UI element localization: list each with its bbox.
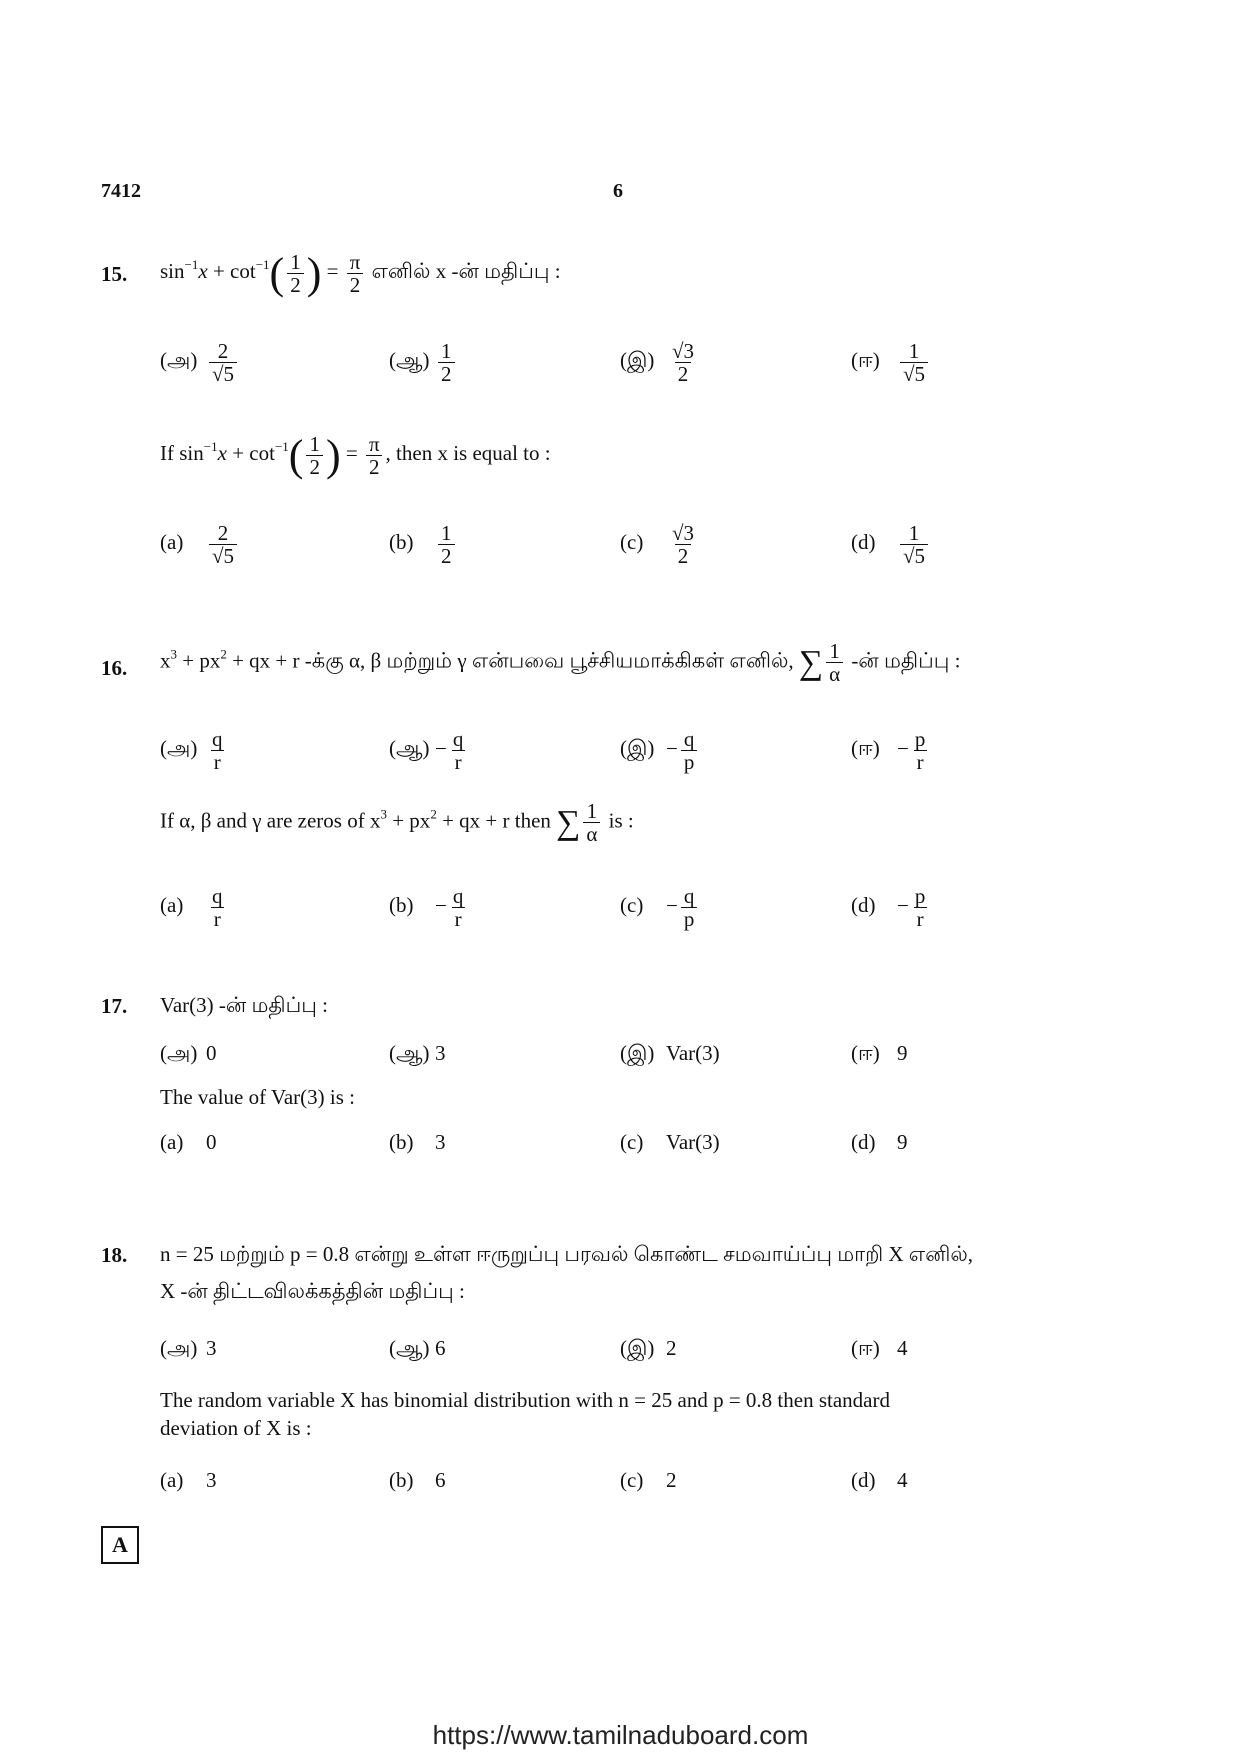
option-a: (a) $\frac{q}{r}$ [160, 884, 223, 932]
option-b: (b) $\frac{1}{2}$ [389, 522, 458, 567]
option-a: (a) 0 [160, 1130, 217, 1154]
option-a-tamil: (அ) $\frac{2}{√5}$ [160, 340, 240, 385]
question-18-english-line2: deviation of X is : [160, 1416, 312, 1440]
option-d: (d) − $\frac{p}{r}$ [851, 884, 926, 932]
option-a-tamil: (அ) 0 [160, 1041, 217, 1065]
option-c: (c) $\frac{√3}{2}$ [620, 521, 695, 569]
tamil-text: எனில் x -ன் மதிப்பு : [371, 259, 561, 283]
question-number: 15. [101, 262, 128, 286]
option-b-tamil: (ஆ) 6 [389, 1336, 446, 1360]
option-a-tamil: (அ) 3 [160, 1336, 217, 1360]
option-b-tamil: (ஆ) $\frac{1}{2}$ [389, 340, 458, 385]
question-number: 16. [101, 656, 128, 680]
option-a: (a) $\frac{2}{√5}$ [160, 522, 240, 567]
question-number: 18. [101, 1243, 128, 1267]
question-16-english: If α, β and γ are zeros of $x^3 + px^2$ + qx + r then ∑ $\frac{1}{\alpha}$ is : [160, 799, 634, 847]
option-d: (d) 4 [851, 1468, 908, 1492]
option-d: (d) $\frac{1}{√5}$ [851, 522, 931, 567]
option-d-tamil: (ஈ) − $\frac{p}{r}$ [851, 727, 926, 775]
option-b: (b) 6 [389, 1468, 446, 1492]
option-a-tamil: (அ) $\frac{q}{r}$ [160, 727, 223, 775]
option-c-tamil: (இ) − $\frac{q}{p}$ [620, 728, 700, 773]
option-c: (c) − $\frac{q}{p}$ [620, 885, 700, 930]
footer-url[interactable]: https://www.tamilnaduboard.com [432, 1720, 809, 1750]
option-c: (c) Var(3) [620, 1130, 720, 1154]
question-17-tamil: Var(3) -ன் மதிப்பு : [160, 993, 328, 1017]
question-16-tamil: $x^3 + px^2$ + qx + r -க்கு α, β மற்றும் γ என்பவை பூச்சியமாக்கிகள் எனில், ∑ $\frac{1}{\alpha}$ -ன் மதிப்பு : [160, 639, 961, 687]
option-b: (b) 3 [389, 1130, 446, 1154]
question-number: 17. [101, 994, 128, 1018]
question-18-tamil-line2: X -ன் திட்டவிலக்கத்தின் மதிப்பு : [160, 1279, 465, 1303]
version-box: A [101, 1526, 139, 1564]
question-15-english: If $\sin^{-1}x + \cot^{-1}$( $\frac{1}{2}$ ) = $\frac{\pi}{2}$ , then x is equal to : [160, 431, 551, 480]
option-d: (d) 9 [851, 1130, 908, 1154]
option-b-tamil: (ஆ) 3 [389, 1041, 446, 1065]
option-d-tamil: (ஈ) $\frac{1}{√5}$ [851, 340, 931, 385]
paper-code: 7412 [101, 180, 141, 202]
option-c-tamil: (இ) Var(3) [620, 1041, 720, 1065]
option-c: (c) 2 [620, 1468, 677, 1492]
option-d-tamil: (ஈ) 4 [851, 1336, 908, 1360]
option-d-tamil: (ஈ) 9 [851, 1041, 908, 1065]
question-17-english: The value of Var(3) is : [160, 1085, 355, 1109]
option-c-tamil: (இ) 2 [620, 1336, 677, 1360]
question-18-english-line1: The random variable X has binomial distribution with n = 25 and p = 0.8 then standard [160, 1388, 890, 1412]
option-a: (a) 3 [160, 1468, 217, 1492]
question-15-tamil: $\sin^{-1}x + \cot^{-1}$( $\frac{1}{2}$ ) = $\frac{\pi}{2}$ எனில் x -ன் மதிப்பு : [160, 249, 561, 298]
option-c-tamil: (இ) $\frac{√3}{2}$ [620, 339, 695, 387]
page-number: 6 [613, 180, 623, 202]
option-b: (b) − $\frac{q}{r}$ [389, 884, 464, 932]
option-b-tamil: (ஆ) − $\frac{q}{r}$ [389, 727, 464, 775]
question-18-tamil-line1: n = 25 மற்றும் p = 0.8 என்று உள்ள ஈருறுப்பு பரவல் கொண்ட சமவாய்ப்பு மாறி X எனில், [160, 1242, 974, 1266]
